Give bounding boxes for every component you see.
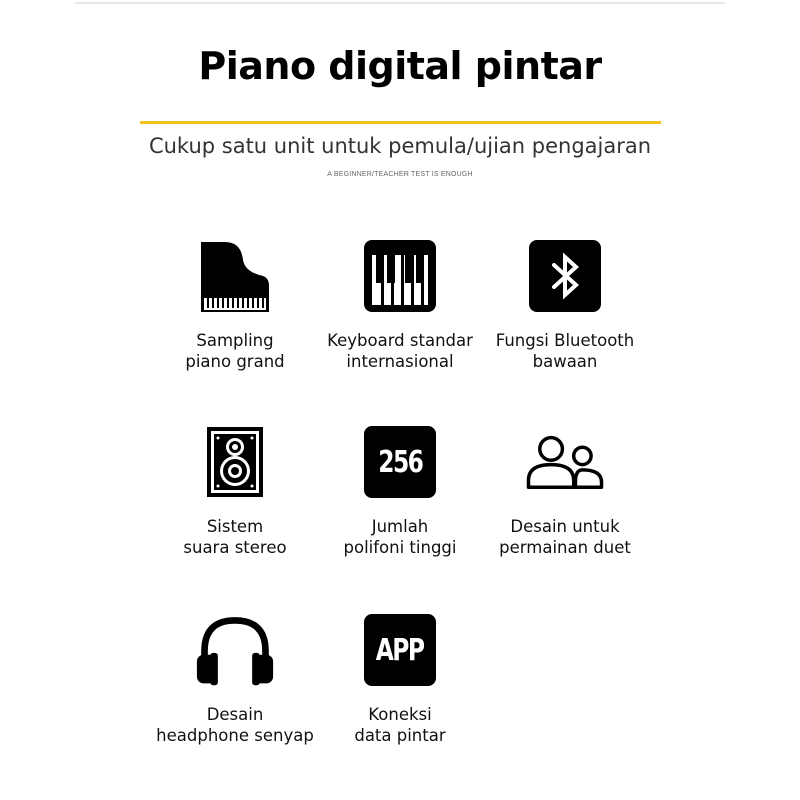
feature-duet xyxy=(475,422,655,558)
feature-label-line1: Fungsi Bluetooth xyxy=(495,331,635,350)
feature-label-line2: bawaan xyxy=(532,352,598,371)
app-icon xyxy=(360,610,440,690)
feature-label-line2: internasional xyxy=(346,352,454,371)
feature-label-line1: Koneksi xyxy=(368,705,432,724)
page-subtitle: Cukup satu unit untuk pemula/ujian pengajaran xyxy=(148,134,652,158)
page-title: Piano digital pintar xyxy=(198,44,602,88)
feature-label-line2: suara stereo xyxy=(183,538,287,557)
headphone-icon xyxy=(195,610,275,690)
feature-keyboard xyxy=(310,236,490,372)
feature-label-line2: piano grand xyxy=(185,352,285,371)
feature-stereo-speaker xyxy=(145,422,325,558)
feature-label-line1: Desain xyxy=(206,705,264,724)
top-divider xyxy=(75,2,725,4)
duet-users-icon xyxy=(525,422,605,502)
feature-bluetooth xyxy=(475,236,655,372)
feature-label-line2: data pintar xyxy=(354,726,446,745)
feature-label-line2: headphone senyap xyxy=(156,726,314,745)
feature-label-line1: Jumlah xyxy=(371,517,429,536)
feature-app xyxy=(310,610,490,746)
app-tile-text: APP xyxy=(376,632,424,668)
feature-grand-piano xyxy=(145,236,325,372)
feature-label-line2: permainan duet xyxy=(499,538,631,557)
feature-headphone xyxy=(145,610,325,746)
keyboard-icon xyxy=(360,236,440,316)
feature-label-line1: Sistem xyxy=(206,517,264,536)
grand-piano-icon xyxy=(195,236,275,316)
accent-divider xyxy=(140,121,661,124)
feature-label-line2: polifoni tinggi xyxy=(343,538,457,557)
feature-label-line1: Sampling xyxy=(196,331,274,350)
page-tagline: A BEGINNER/TEACHER TEST IS ENOUGH xyxy=(327,171,473,178)
feature-label-line1: Desain untuk xyxy=(510,517,620,536)
polyphony-tile-text: 256 xyxy=(377,444,423,480)
polyphony-icon xyxy=(360,422,440,502)
speaker-icon xyxy=(195,422,275,502)
feature-label-line1: Keyboard standar xyxy=(327,331,473,350)
bluetooth-icon xyxy=(525,236,605,316)
feature-polyphony xyxy=(310,422,490,558)
